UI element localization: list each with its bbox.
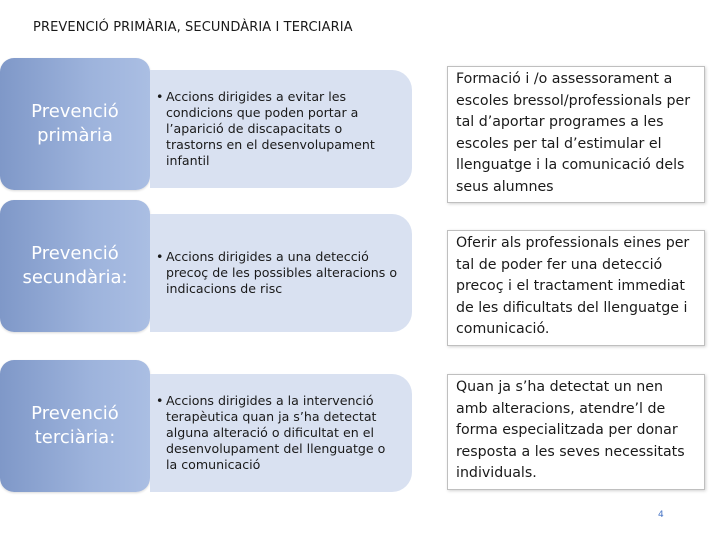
description-item-secondary: • Accions dirigides a una detecció precoç de les possibles alteracions o indicacions de risc	[156, 249, 400, 297]
description-item-tertiary: • Accions dirigides a la intervenció terapèutica quan ja s’ha detectat alguna alteració o dificultat en el desenvolupament del llenguatge o la comunicació	[156, 393, 400, 473]
page-number: 4	[658, 510, 664, 520]
description-box-secondary	[150, 214, 412, 332]
note-box-secondary: Oferir als professionals eines per tal de poder fer una detecció precoç i el tractament immediat de les dificultats del llenguatge i comunicació.	[447, 230, 705, 346]
level-label-secondary: Prevenció secundària:	[22, 243, 128, 288]
level-box-secondary	[0, 200, 150, 332]
description-box-primary	[150, 70, 412, 188]
note-box-primary: Formació i /o assessorament a escoles bressol/professionals per tal d’aportar programes a les escoles per tal d’estimular el llenguatge i la comunicació dels seus alumnes	[447, 66, 705, 203]
level-label-primary: Prevenció primària	[31, 101, 119, 146]
description-item-primary: • Accions dirigides a evitar les condicions que poden portar a l’aparició de discapacitats o trastorns en el desenvolupament infantil	[156, 89, 400, 169]
level-box-primary	[0, 58, 150, 190]
note-box-tertiary: Quan ja s’ha detectat un nen amb alteracions, atendre’l de forma especialitzada per donar resposta a les seves necessitats individuals.	[447, 374, 705, 490]
slide-title: PREVENCIÓ PRIMÀRIA, SECUNDÀRIA I TERCIARIA	[33, 20, 353, 35]
description-box-tertiary	[150, 374, 412, 492]
level-box-tertiary	[0, 360, 150, 492]
level-label-tertiary: Prevenció terciària:	[31, 403, 119, 448]
